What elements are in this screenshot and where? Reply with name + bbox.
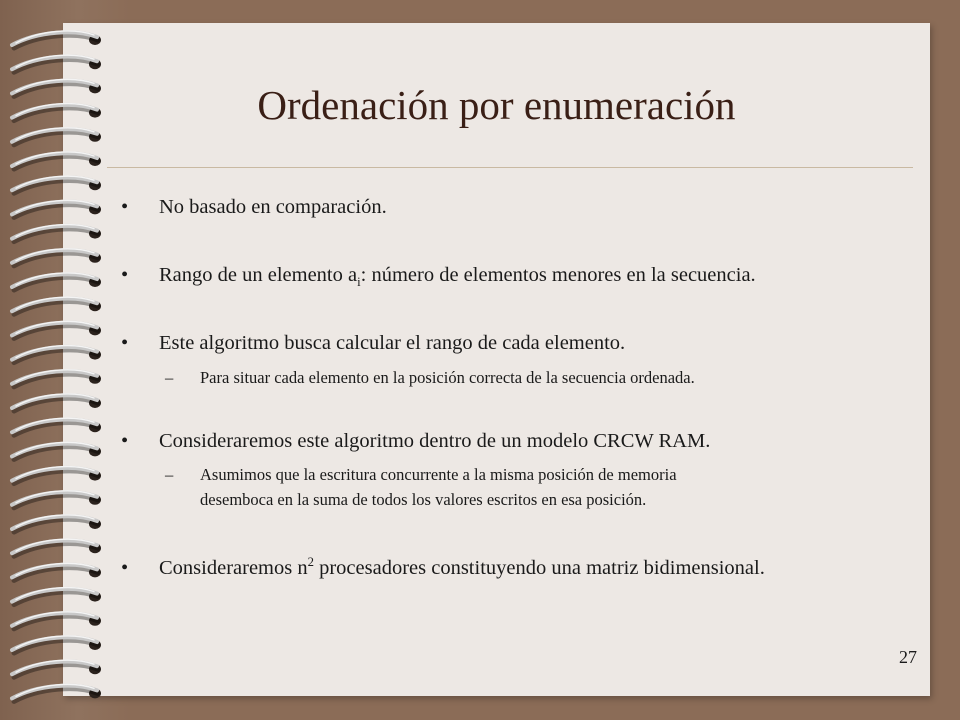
coil-ring [12,225,101,242]
slide-title: Ordenación por enumeración [257,82,736,128]
bullet-glyph: • [121,430,129,452]
bullet-item-5 [121,555,765,580]
subbullet-item-1 [165,367,695,389]
page-number: 27 [899,647,917,667]
bullet-text: Este algoritmo busca calcular el rango de cada elemento. [159,332,626,354]
coil-ring [12,55,101,72]
bullet-item-1 [121,195,387,219]
coil-ring [12,684,101,701]
coil-ring [12,297,101,314]
coil-ring [12,176,101,193]
bullet-text-post: : número de elementos menores en la secuencia. [360,264,756,286]
coil-ring [12,152,101,169]
bullet-text: No basado en comparación. [159,196,387,218]
bullet-glyph: • [121,196,129,218]
bullet-text-pre: Consideraremos n [159,557,308,579]
bullet-list [63,23,930,696]
coil-ring [12,539,101,556]
coil-ring [12,418,101,435]
coil-ring [12,31,101,48]
bullet-item-3 [121,331,626,355]
subbullet-text-line-2: desemboca en la suma de todos los valores escritos en esa posición. [200,490,647,509]
coil-ring [12,442,101,459]
subbullet-text: Para situar cada elemento en la posición correcta de la secuencia ordenada. [200,368,695,387]
slide-paper [63,23,930,696]
coil-ring [12,467,101,484]
coil-ring [12,394,101,411]
subbullet-text-line-1: Asumimos que la escritura concurrente a la misma posición de memoria [200,465,677,484]
bullet-glyph: • [121,332,129,354]
coil-ring [12,321,101,338]
coil-ring [12,588,101,605]
bullet-text: Consideraremos este algoritmo dentro de un modelo CRCW RAM. [159,430,711,452]
coil-ring [12,612,101,629]
bullet-glyph: • [121,557,129,579]
coil-ring [12,370,101,387]
coil-ring [12,249,101,266]
dash-glyph: – [165,465,174,484]
superscript-2: 2 [307,555,314,570]
bullet-text-post: procesadores constituyendo una matriz bidimensional. [313,557,765,579]
subbullet-item-2-continuation [200,489,646,511]
coil-ring [12,200,101,217]
coil-ring [12,491,101,508]
subbullet-item-2 [165,464,677,486]
bullet-text-pre: Rango de un elemento a [159,264,358,286]
bullet-item-2 [121,263,756,290]
coil-ring [12,128,101,145]
bullet-item-4 [121,429,711,453]
coil-ring [12,563,101,580]
coil-ring [12,273,101,290]
bullet-glyph: • [121,264,129,286]
coil-ring [12,346,101,363]
coil-ring [12,79,101,96]
coil-ring [12,515,101,532]
coil-ring [12,636,101,653]
subscript-i: i [357,275,361,290]
spiral-binding-icon [0,0,140,720]
coil-ring [12,104,101,121]
coil-ring [12,660,101,677]
dash-glyph: – [165,368,174,387]
